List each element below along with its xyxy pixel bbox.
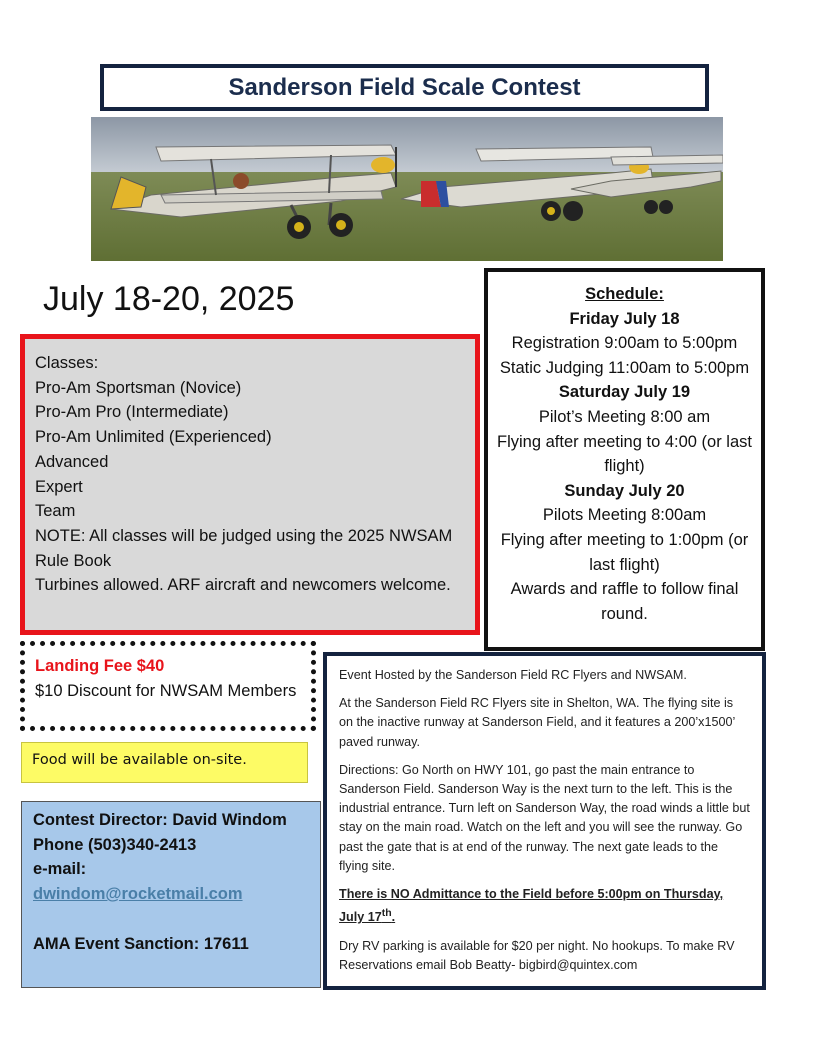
schedule-saturday: Saturday July 19 — [558, 383, 691, 402]
warning-text: There is NO Admittance to the Field before 5:00pm on Thursday, July 17 — [339, 887, 724, 925]
email-label: e-mail: — [33, 860, 87, 879]
ama-sanction: AMA Event Sanction: 17611 — [33, 934, 249, 953]
class-item: Advanced — [35, 452, 109, 471]
food-note: Food will be available on-site. — [21, 742, 308, 783]
class-item: Pro-Am Sportsman (Novice) — [35, 378, 242, 397]
class-item: Pro-Am Unlimited (Experienced) — [35, 428, 272, 447]
biplanes-illustration — [91, 117, 723, 261]
classes-note: NOTE: All classes will be judged using the 2025 NWSAM Rule Book — [35, 526, 453, 570]
event-info-box — [323, 652, 766, 990]
contact-phone: Phone (503)340-2413 — [33, 835, 197, 854]
email-link[interactable]: dwindom@rocketmail.com — [33, 885, 243, 904]
biplanes-photo — [91, 117, 723, 261]
info-directions: Directions: Go North on HWY 101, go past the main entrance to Sanderson Field. Sanderson Way is the next turn to the left. This is the industrial entrance. Turn left on Sanderson Way, the road winds a little but stay on the main road. Watch on the left and you will see the runway. Go past the gate that is at end of the runway. The next gate leads to the flying site. — [339, 762, 750, 873]
page-title: Sanderson Field Scale Contest — [228, 73, 581, 101]
schedule-line: Static Judging 11:00am to 5:00pm — [499, 358, 750, 377]
contact-box — [21, 801, 321, 988]
title-box — [100, 64, 709, 111]
event-date: July 18-20, 2025 — [43, 280, 295, 318]
schedule-line: Pilot’s Meeting 8:00 am — [538, 407, 711, 426]
info-hosted: Event Hosted by the Sanderson Field RC Flyers and NWSAM. — [339, 668, 687, 682]
classes-heading: Classes: — [35, 354, 99, 372]
classes-turbines-note: Turbines allowed. ARF aircraft and newcomers welcome. — [35, 576, 451, 595]
fee-discount: $10 Discount for NWSAM Members — [35, 681, 297, 700]
class-item: Pro-Am Pro (Intermediate) — [35, 403, 229, 422]
warning-superscript: th — [381, 907, 392, 920]
schedule-box — [484, 268, 765, 651]
class-item: Team — [35, 502, 76, 521]
warning-end: . — [391, 910, 396, 925]
info-rv-parking: Dry RV parking is available for $20 per night. No hookups. To make RV Reservations email Bob Beatty- bigbird@quintex.com — [339, 938, 735, 972]
schedule-line: Pilots Meeting 8:00am — [542, 506, 707, 525]
schedule-friday: Friday July 18 — [569, 309, 680, 328]
schedule-title: Schedule: — [585, 285, 664, 303]
class-item: Expert — [35, 477, 83, 496]
landing-fee-box — [20, 641, 316, 731]
schedule-line: Flying after meeting to 1:00pm (or last flight) — [500, 530, 749, 574]
contest-director: Contest Director: David Windom — [33, 811, 287, 829]
landing-fee: Landing Fee $40 — [35, 657, 165, 675]
schedule-line: Registration 9:00am to 5:00pm — [511, 334, 738, 353]
info-admittance-warning — [339, 885, 750, 928]
classes-box — [20, 334, 480, 635]
schedule-sunday: Sunday July 20 — [564, 481, 685, 500]
schedule-line: Awards and raffle to follow final round. — [510, 580, 739, 623]
schedule-line: Flying after meeting to 4:00 (or last flight) — [497, 432, 752, 476]
info-site: At the Sanderson Field RC Flyers site in Shelton, WA. The flying site is on the inactive runway at Sanderson Field, and it features a 200’x1500’ paved runway. — [339, 696, 735, 749]
